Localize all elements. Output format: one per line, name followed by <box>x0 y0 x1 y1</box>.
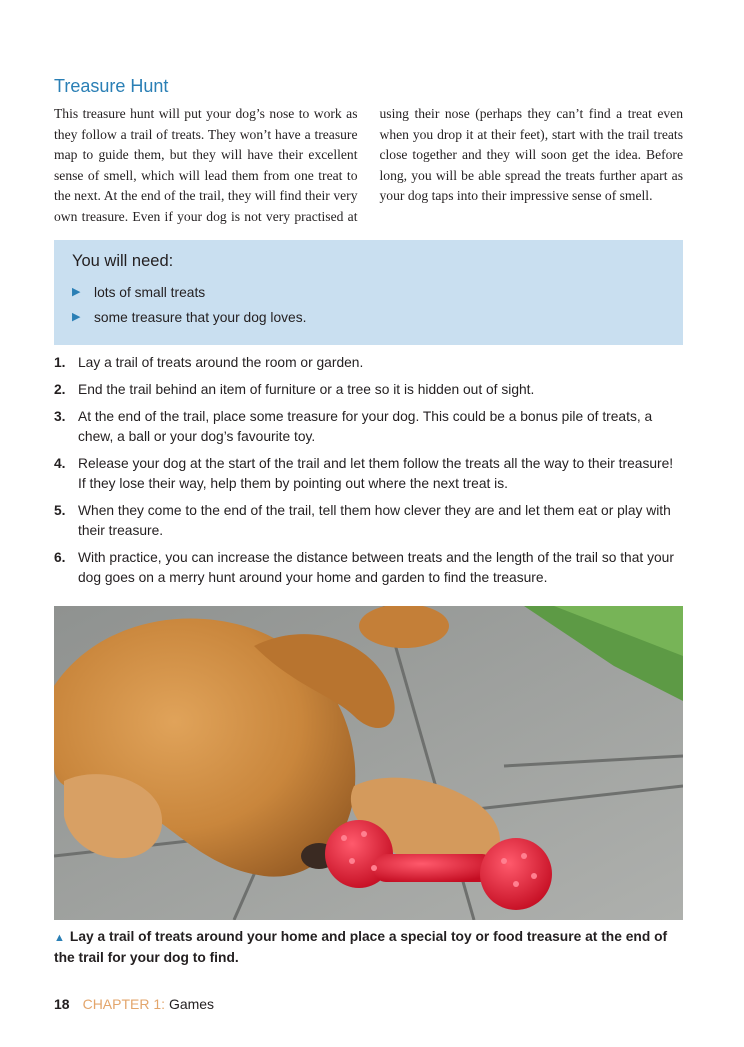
page-number: 18 <box>54 996 70 1012</box>
supplies-list <box>72 280 665 330</box>
intro-paragraph: This treasure hunt will put your dog’s nose to work as they follow a trail of treats. They won’t have a treasure map to guide them, but they will have their excellent sense of smell, which will lead them from one treat to the next. At the end of the trail, they will find their very own treasure. Even if your dog is not very practised at using their nose (perhaps they can’t find a treat even when you drop it at their feet), start with the trail treats close together and they will soon get the idea. Before long, you will be able spread the treats further apart as your dog taps into their impressive sense of smell. <box>54 106 683 224</box>
step-number: 6. <box>54 550 66 565</box>
step-text: Lay a trail of treats around the room or garden. <box>78 355 364 370</box>
step-text: With practice, you can increase the distance between treats and the length of the trail so that your dog goes on a merry hunt around your home and garden to find the treasure. <box>78 550 674 585</box>
supply-item <box>72 305 665 330</box>
step-item <box>54 380 683 400</box>
section-heading: Treasure Hunt <box>54 76 169 96</box>
supply-text: some treasure that your dog loves. <box>94 310 307 325</box>
triangle-up-icon: ▲ <box>54 932 65 944</box>
you-will-need-box <box>54 240 683 345</box>
step-text: End the trail behind an item of furniture or a tree so it is hidden out of sight. <box>78 382 535 397</box>
step-number: 2. <box>54 382 66 397</box>
step-item <box>54 548 683 588</box>
photo-caption <box>54 927 683 967</box>
step-number: 5. <box>54 503 66 518</box>
step-number: 3. <box>54 409 66 424</box>
step-item <box>54 454 683 494</box>
you-will-need-title: You will need: <box>72 252 174 270</box>
step-number: 4. <box>54 456 66 471</box>
supply-item <box>72 280 665 305</box>
triangle-right-icon: ▶ <box>72 286 81 298</box>
step-text: At the end of the trail, place some treasure for your dog. This could be a bonus pile of treats, a chew, a ball or your dog’s favourite toy. <box>78 409 653 444</box>
step-item <box>54 501 683 541</box>
chapter-label: CHAPTER 1: <box>82 996 166 1012</box>
caption-text: Lay a trail of treats around your home and place a special toy or food treasure at the end of the trail for your dog to find. <box>54 929 668 965</box>
instruction-steps <box>54 353 683 595</box>
step-item <box>54 407 683 447</box>
chapter-title: Games <box>168 996 215 1012</box>
step-text: Release your dog at the start of the trail and let them follow the treats all the way to their treasure! If they lose their way, help them by pointing out where the next treat is. <box>78 456 674 491</box>
triangle-right-icon: ▶ <box>72 311 81 323</box>
step-number: 1. <box>54 355 66 370</box>
puppy-photo <box>54 606 683 920</box>
page-footer <box>54 996 214 1012</box>
step-item <box>54 353 683 373</box>
supply-text: lots of small treats <box>94 285 206 300</box>
step-text: When they come to the end of the trail, tell them how clever they are and let them eat or play with their treasure. <box>78 503 671 538</box>
